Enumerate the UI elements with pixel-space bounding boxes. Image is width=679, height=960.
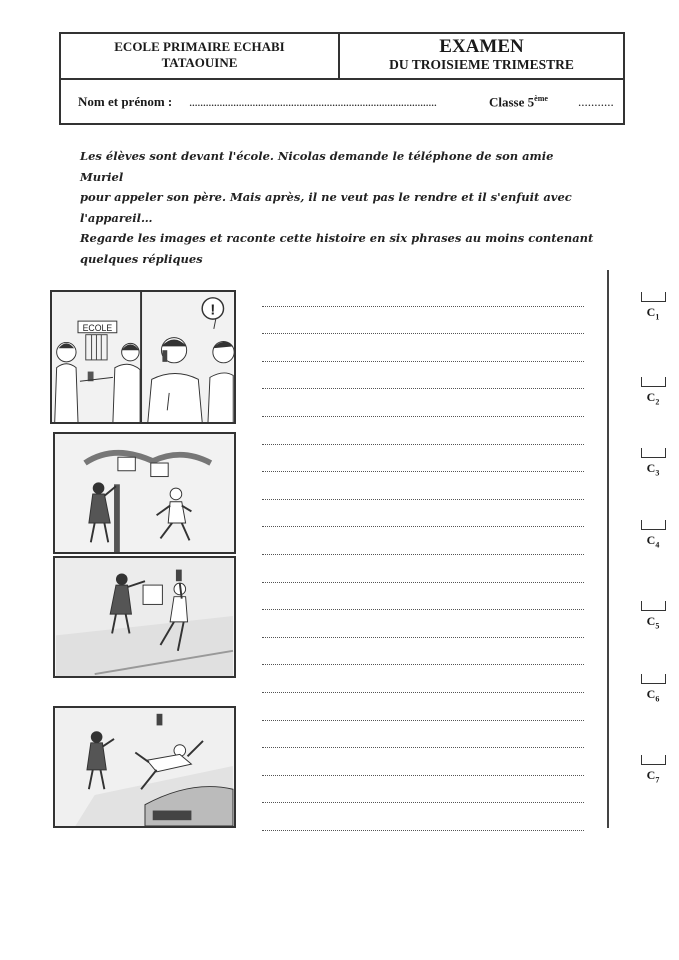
criterion-c7 [637,755,669,784]
criterion-index: 2 [655,397,660,407]
criterion-index: 4 [655,540,660,550]
criterion-letter: C [646,614,656,628]
score-box[interactable] [641,377,666,387]
fall-scene-illustration [55,708,234,826]
answer-line[interactable] [262,748,584,776]
school-sign-text: ECOLE [82,322,113,333]
answer-line[interactable] [262,362,584,390]
score-box[interactable] [641,520,666,530]
answer-line[interactable] [262,555,584,583]
exam-cell [340,34,623,80]
name-label: Nom et prénom : [78,94,173,109]
class-superscript: ème [534,94,548,103]
score-box[interactable] [641,674,666,684]
criterion-c1 [637,292,669,321]
criterion-index: 5 [655,621,660,631]
criterion-letter: C [646,768,656,782]
answer-line[interactable] [262,334,584,362]
instruction-line: l'appareil… [80,210,153,225]
criterion-c3 [637,448,669,477]
criterion-c2 [637,377,669,406]
criterion-letter: C [646,305,656,319]
class-field[interactable]: ........... [578,94,614,109]
answer-line[interactable] [262,693,584,721]
answer-line[interactable] [262,803,584,831]
criterion-c5 [637,601,669,630]
grading-divider [607,270,609,828]
criterion-index: 6 [655,694,660,704]
answer-line[interactable] [262,610,584,638]
answer-line[interactable] [262,389,584,417]
class-label-text: Classe 5 [489,94,535,110]
exam-header [59,32,625,125]
criterion-index: 1 [655,312,660,322]
instructions [80,146,600,269]
answer-line[interactable] [262,279,584,307]
criterion-letter: C [646,390,656,404]
answer-line[interactable] [262,583,584,611]
school-cell [61,34,340,80]
answer-line[interactable] [262,527,584,555]
school-city: TATAOUINE [161,55,238,70]
score-box[interactable] [641,292,666,302]
chase-scene-illustration [55,434,234,552]
criterion-index: 7 [655,775,660,785]
instruction-line: Les élèves sont devant l'école. Nicolas demande le téléphone de son amie Muriel [80,149,554,184]
story-image-1 [50,290,236,424]
story-image-4 [53,706,236,828]
class-label [489,94,548,110]
criterion-c6 [637,674,669,703]
instruction-line: quelques répliques [80,251,203,266]
answer-line[interactable] [262,417,584,445]
school-name: ECOLE PRIMAIRE ECHABI [114,39,285,54]
answer-line[interactable] [262,776,584,804]
criterion-letter: C [646,687,656,701]
answer-line[interactable] [262,638,584,666]
criterion-index: 3 [655,468,660,478]
answer-line[interactable] [262,500,584,528]
story-image-2 [53,432,236,554]
answer-line[interactable] [262,445,584,473]
criterion-letter: C [646,533,656,547]
exam-title: EXAMEN [439,36,524,57]
score-box[interactable] [641,755,666,765]
score-box[interactable] [641,601,666,611]
score-box[interactable] [641,448,666,458]
answer-line[interactable] [262,721,584,749]
instruction-line: pour appeler son père. Mais après, il ne veut pas le rendre et il s'enfuit avec [80,190,572,204]
exam-subtitle: DU TROISIEME TRIMESTRE [389,57,574,72]
escape-scene-illustration [55,558,234,676]
answer-line[interactable] [262,307,584,335]
instruction-line: Regarde les images et raconte cette histoire en six phrases au moins contenant [80,231,594,245]
story-image-3 [53,556,236,678]
exclamation-mark: ! [210,302,216,319]
school-scene-illustration [52,292,234,422]
criterion-letter: C [646,461,656,475]
name-field[interactable]: .......................................................................................... [189,94,437,109]
criterion-c4 [637,520,669,549]
answer-area[interactable] [262,279,584,831]
student-info-row [61,80,623,123]
answer-line[interactable] [262,472,584,500]
answer-line[interactable] [262,665,584,693]
